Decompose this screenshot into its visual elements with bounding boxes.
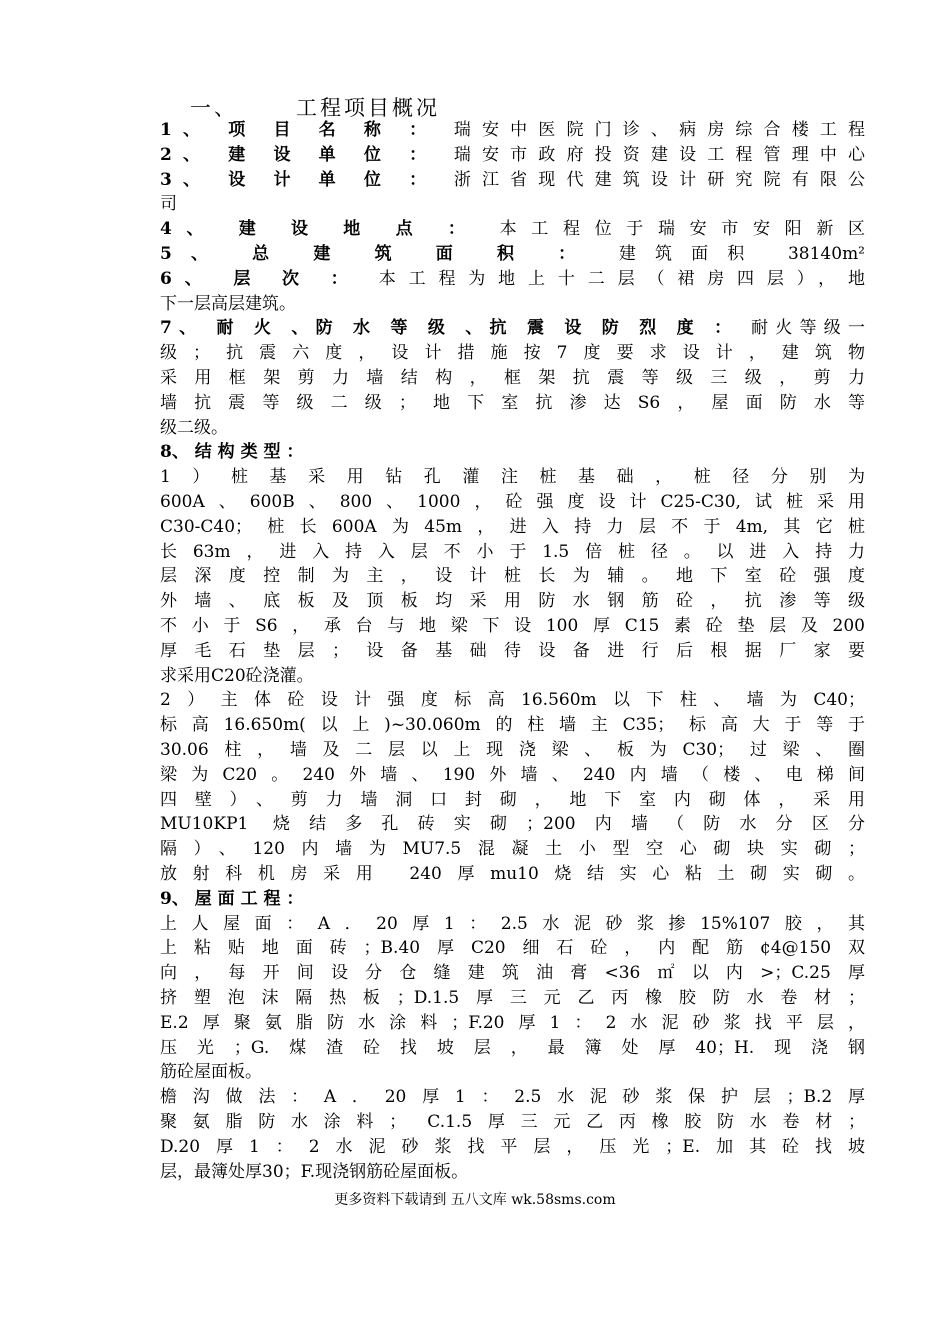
line-text: D.20厚1：2水泥砂浆找平层，压光；E.加其砼找坡 xyxy=(160,1136,865,1157)
line-text: 本工程位于瑞安市安阳新区 xyxy=(479,219,866,240)
text-line xyxy=(160,986,865,1011)
line-text: 墙抗震等级二级；地下室抗渗达S6，屋面防水等 xyxy=(160,392,865,413)
line-text: 聚氨脂防水涂料； C.1.5厚三元乙丙橡胶防水卷材； xyxy=(160,1112,865,1132)
text-line xyxy=(160,664,314,689)
line-text: 层深度控制为主，设计桩长为辅。地下室砼强度 xyxy=(160,566,865,587)
line-label: 5、 总 建 筑 面 积 ： xyxy=(160,244,595,264)
line-label: 7、 耐 火 、防 水 等 级 、抗 震 设 防 烈 度 ： xyxy=(160,318,739,339)
line-text: 下一层高层建筑。 xyxy=(160,293,296,314)
line-text: 层，最簿处厚30；F.现浇钢筋砼屋面板。 xyxy=(160,1161,469,1182)
text-line xyxy=(160,614,865,639)
text-line xyxy=(160,1160,468,1185)
line-text: MU10KP1 烧结多孔砖实砌；200内墙（防水分区分 xyxy=(160,814,865,835)
text-line xyxy=(160,1011,865,1036)
line-label: 8、 结 构 类 型 ： xyxy=(160,442,304,463)
line-label: 1、 项 目 名 称 ： xyxy=(160,120,438,140)
line-text: 放射科机房采用 240厚mu10烧结实心粘土砌实砌。 xyxy=(160,864,865,884)
section-heading: 一、 工程项目概况 xyxy=(190,96,441,120)
line-text: 浙江省现代建筑设计研究院有限公 xyxy=(437,169,866,190)
line-text: 建筑面积 38140m² xyxy=(594,244,865,264)
line-text: 司 xyxy=(160,194,177,215)
text-line xyxy=(160,416,228,441)
line-text: C30-C40；桩长600A为45m，进入持力层不于4m,其它桩 xyxy=(160,516,865,537)
text-line xyxy=(160,589,865,614)
line-text: 隔）、120内墙为MU7.5混凝土小型空心砌块实砌； xyxy=(160,839,865,860)
text-line xyxy=(160,862,865,887)
line-text: 1）桩基采用钻孔灌注桩基础，桩径分别为 xyxy=(160,467,865,488)
line-label: 3、 设 计 单 位 ： xyxy=(160,169,438,190)
text-line xyxy=(160,738,865,763)
text-line xyxy=(160,837,865,862)
line-text: 采用框架剪力墙结构，框架抗震等级三级，剪力 xyxy=(160,368,865,388)
text-line xyxy=(160,316,865,341)
line-text: 瑞安市政府投资建设工程管理中心 xyxy=(437,144,866,165)
text-line xyxy=(160,118,865,143)
line-text: 挤塑泡沫隔热板；D.1.5厚三元乙丙橡胶防水卷材； xyxy=(160,988,865,1008)
text-line xyxy=(160,688,865,713)
line-label: 4、 建 设 地 点 ： xyxy=(160,219,480,240)
text-line xyxy=(160,168,865,193)
text-line xyxy=(160,267,865,292)
text-line xyxy=(160,192,177,217)
text-line xyxy=(160,465,865,490)
text-line xyxy=(160,540,865,565)
line-text: 四壁）、剪力墙洞口封砌，地下室内砌体，采用 xyxy=(160,789,865,810)
text-line xyxy=(160,936,865,961)
text-line xyxy=(160,1085,865,1110)
text-line xyxy=(160,812,865,837)
line-text: 600A、600B、800、1000，砼强度设计C25-C30,试桩采用 xyxy=(160,492,865,512)
line-text: 长63m，进入持入层不小于1.5倍桩径。以进入持力 xyxy=(160,541,865,562)
line-text: 筋砼屋面板。 xyxy=(160,1062,262,1083)
line-text: 梁为C20。240外墙、190外墙、240内墙（楼、电梯间 xyxy=(160,764,865,785)
text-line xyxy=(160,961,865,986)
text-line xyxy=(160,1110,865,1135)
text-line xyxy=(160,143,865,168)
text-line xyxy=(160,515,865,540)
text-line xyxy=(160,1135,865,1160)
line-text: 不小于S6，承台与地梁下设100厚C15素砼垫层及200 xyxy=(160,616,865,636)
line-text: 耐火等级一 xyxy=(738,318,865,339)
line-label: 2、 建 设 单 位 ： xyxy=(160,144,438,165)
text-line xyxy=(160,341,865,366)
line-label: 6、 层 次 ： xyxy=(160,268,361,289)
line-text: 本工程为地上十二层（裙房四层），地 xyxy=(360,268,865,289)
text-line xyxy=(160,440,303,465)
text-line xyxy=(160,366,865,391)
footer-note: 更多资料下载请到 五八文库 wk.58sms.com xyxy=(334,1192,616,1208)
line-text: 标高16.650m(以上)~30.060m的柱墙主C35；标高大于等于 xyxy=(160,715,865,736)
text-line xyxy=(160,887,303,912)
text-line xyxy=(160,1036,865,1061)
line-text: 厚毛石垫层；设备基础待设备进行后根据厂家要 xyxy=(160,640,865,661)
text-line xyxy=(160,564,865,589)
line-text: 求采用C20砼浇灌。 xyxy=(160,665,314,686)
text-line xyxy=(160,1060,262,1085)
text-line xyxy=(160,639,865,664)
line-text: 檐沟做法：A．20厚1：2.5水泥砂浆保护层；B.2厚 xyxy=(160,1087,865,1108)
text-line xyxy=(160,713,865,738)
line-text: 30.06柱，墙及二层以上现浇梁、板为C30；过梁、圈 xyxy=(160,740,865,760)
line-text: 向，每开间设分仓缝建筑油膏<36㎡以内>；C.25厚 xyxy=(160,963,865,984)
line-label: 9、 屋 面 工 程 ： xyxy=(160,888,304,909)
text-line xyxy=(160,391,865,416)
line-text: 压光；G.煤渣砼找坡层，最簿处厚40；H.现浇钢 xyxy=(160,1037,865,1058)
line-text: 瑞安中医院门诊、病房综合楼工程 xyxy=(437,120,866,140)
line-text: 外墙、底板及顶板均采用防水钢筋砼，抗渗等级 xyxy=(160,591,865,612)
line-text: 上人屋面：A．20厚1：2.5水泥砂浆掺15%107胶，其 xyxy=(160,913,865,934)
text-line xyxy=(160,490,865,515)
line-text: 级；抗震六度，设计措施按7度要求设计，建筑物 xyxy=(160,343,865,364)
text-line xyxy=(160,242,865,267)
line-text: E.2厚聚氨脂防水涂料；F.20厚1：2水泥砂浆找平层， xyxy=(160,1012,865,1033)
line-text: 上粘贴地面砖；B.40厚C20细石砼，内配筋¢4@150双 xyxy=(160,938,865,959)
line-text: 级二级。 xyxy=(160,417,228,438)
text-line xyxy=(160,763,865,788)
text-line xyxy=(160,788,865,813)
text-line xyxy=(160,217,865,242)
text-line xyxy=(160,912,865,937)
line-text: 2）主体砼设计强度标高16.560m以下柱、墙为C40； xyxy=(160,690,865,711)
text-line xyxy=(160,292,296,317)
